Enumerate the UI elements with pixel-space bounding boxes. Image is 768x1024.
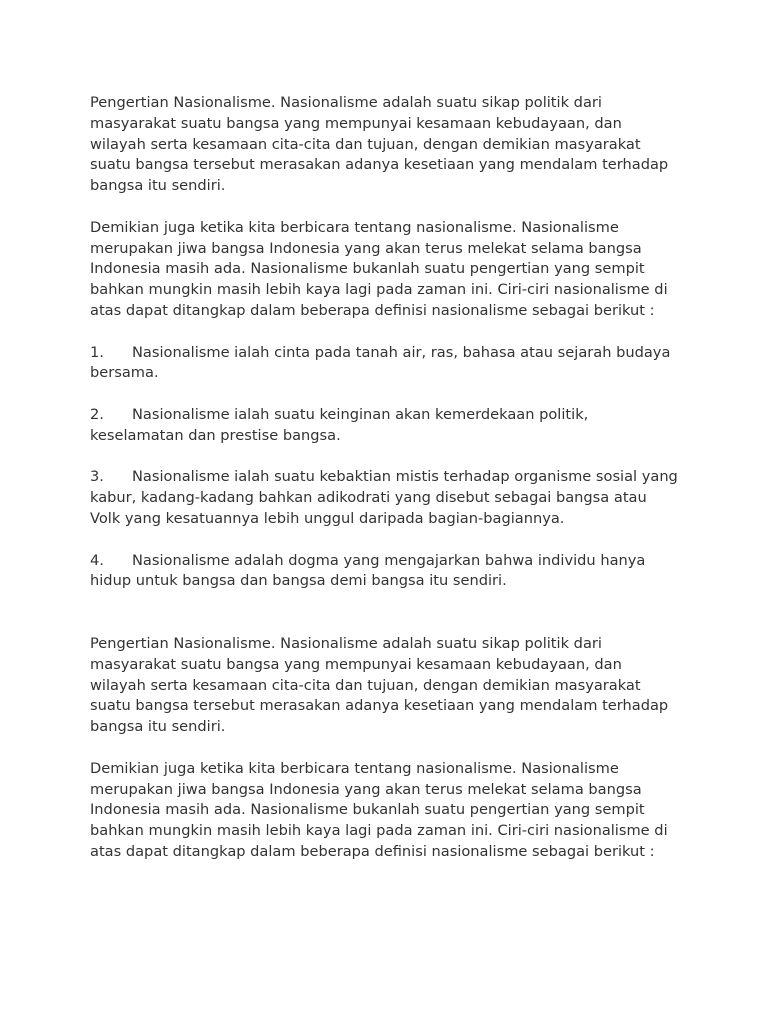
body-paragraph: Demikian juga ketika kita berbicara tentang nasionalisme. Nasionalisme merupakan jiwa bangsa Indonesia yang akan terus melekat selama bangsa Indonesia masih ada. Nasionalisme bukanlah suatu pengertian yang sempit bahkan mungkin masih lebih kaya lagi pada zaman ini. Ciri-ciri nasionalisme di atas dapat ditangkap dalam beberapa definisi nasionalisme sebagai berikut : bbox=[90, 218, 668, 319]
list-item-text: Nasionalisme ialah cinta pada tanah air, ras, bahasa atau sejarah budaya bersama. bbox=[90, 343, 671, 382]
list-item-text: Nasionalisme adalah dogma yang mengajarkan bahwa individu hanya hidup untuk bangsa dan bangsa demi bangsa itu sendiri. bbox=[90, 551, 646, 590]
list-item-text: Nasionalisme ialah suatu keinginan akan kemerdekaan politik, keselamatan dan prestise bangsa. bbox=[90, 405, 589, 444]
intro-paragraph: Pengertian Nasionalisme. Nasionalisme adalah suatu sikap politik dari masyarakat suatu bangsa yang mempunyai kesamaan kebudayaan, dan wilayah serta kesamaan cita-cita dan tujuan, dengan demikian masyarakat suatu bangsa tersebut merasakan adanya kesetiaan yang mendalam terhadap bangsa itu sendiri. bbox=[90, 94, 669, 195]
list-item bbox=[90, 343, 680, 385]
list-item bbox=[90, 467, 680, 529]
list-number: 1. bbox=[90, 343, 104, 361]
intro-paragraph-repeat: Pengertian Nasionalisme. Nasionalisme adalah suatu sikap politik dari masyarakat suatu bangsa yang mempunyai kesamaan kebudayaan, dan wilayah serta kesamaan cita-cita dan tujuan, dengan demikian masyarakat suatu bangsa tersebut merasakan adanya kesetiaan yang mendalam terhadap bangsa itu sendiri. bbox=[90, 634, 669, 736]
list-number: 4. bbox=[90, 551, 104, 569]
document-page bbox=[90, 93, 680, 883]
section-gap bbox=[90, 613, 680, 634]
list-item bbox=[90, 551, 680, 593]
list-number: 3. bbox=[90, 468, 104, 486]
list-item-text: Nasionalisme ialah suatu kebaktian mistis terhadap organisme sosial yang kabur, kadang-kadang bahkan adikodrati yang disebut sebagai bangsa atau Volk yang kesatuannya lebih unggul daripada bagian-bagiannya. bbox=[90, 468, 678, 527]
body-paragraph-repeat: Demikian juga ketika kita berbicara tentang nasionalisme. Nasionalisme merupakan jiwa bangsa Indonesia yang akan terus melekat selama bangsa Indonesia masih ada. Nasionalisme bukanlah suatu pengertian yang sempit bahkan mungkin masih lebih kaya lagi pada zaman ini. Ciri-ciri nasionalisme di atas dapat ditangkap dalam beberapa definisi nasionalisme sebagai berikut : bbox=[90, 759, 668, 860]
list-number: 2. bbox=[90, 405, 104, 423]
list-item bbox=[90, 405, 680, 447]
